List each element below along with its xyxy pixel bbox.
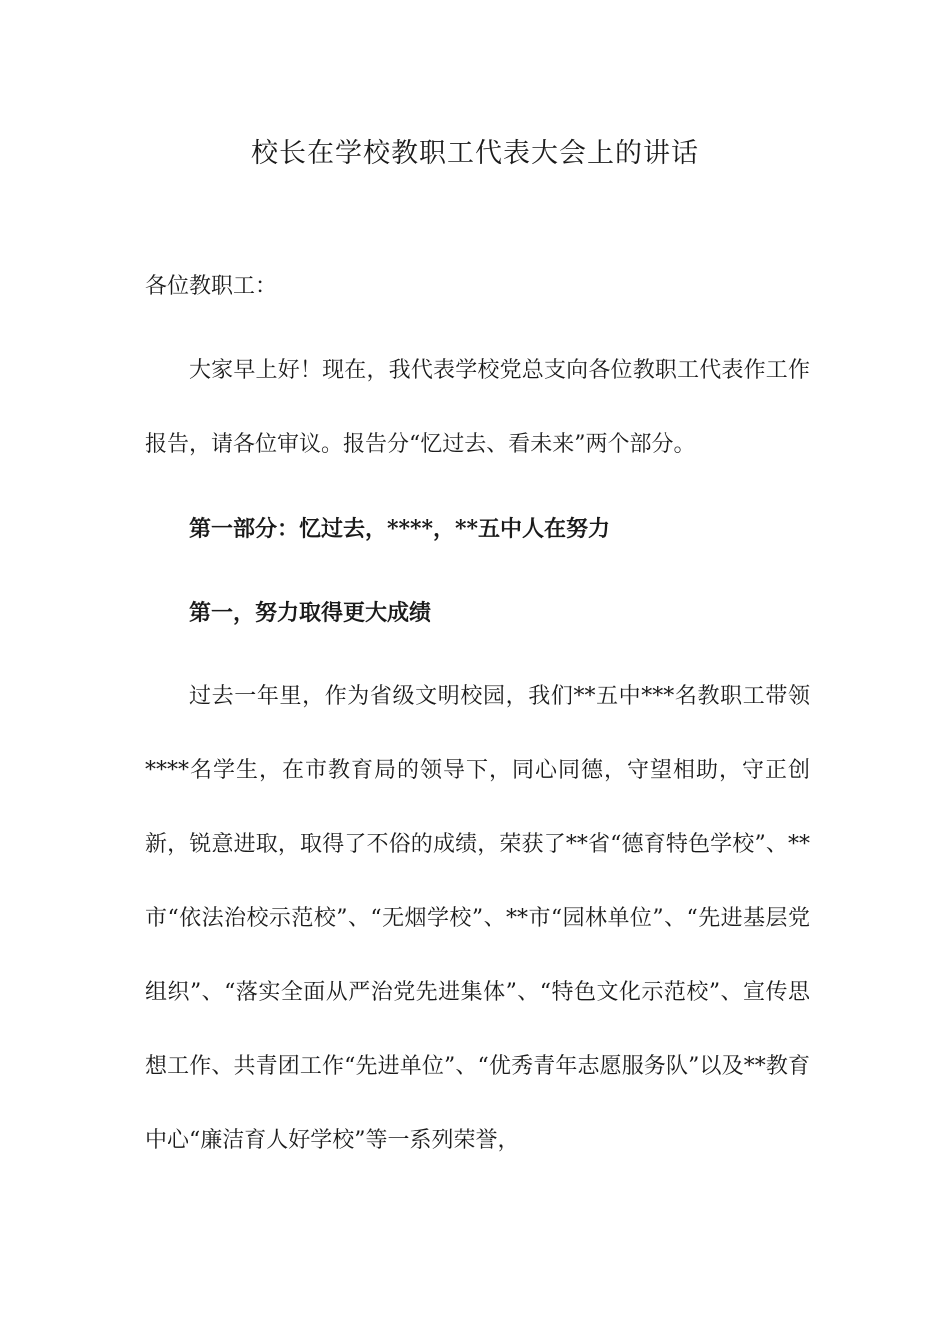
document-title: 校长在学校教职工代表大会上的讲话 bbox=[251, 138, 699, 169]
subsection-heading-first: 第一，努力取得更大成绩 bbox=[189, 600, 432, 626]
paragraph-opening: 大家早上好！现在，我代表学校党总支向各位教职工代表作工作报告，请各位审议。报告分“忆过去、看未来”两个部分。 bbox=[145, 358, 810, 457]
salutation: 各位教职工： bbox=[145, 274, 278, 299]
document-body bbox=[145, 250, 810, 1188]
section-heading-part-one: 第一部分：忆过去，****，**五中人在努力 bbox=[189, 516, 611, 542]
paragraph-achievements: 过去一年里，作为省级文明校园，我们**五中***名教职工带领****名学生，在市教育局的领导下，同心同德，守望相助，守正创新，锐意进取，取得了不俗的成绩，荣获了**省“德育特色学校”、**市“依法治校示范校”、“无烟学校”、**市“园林单位”、“先进基层党组织”、“落实全面从严治党先进集体”、“特色文化示范校”、宣传思想工作、共青团工作“先进单位”、“优秀青年志愿服务队”以及**教育中心“廉洁育人好学校”等一系列荣誉， bbox=[145, 684, 810, 1153]
